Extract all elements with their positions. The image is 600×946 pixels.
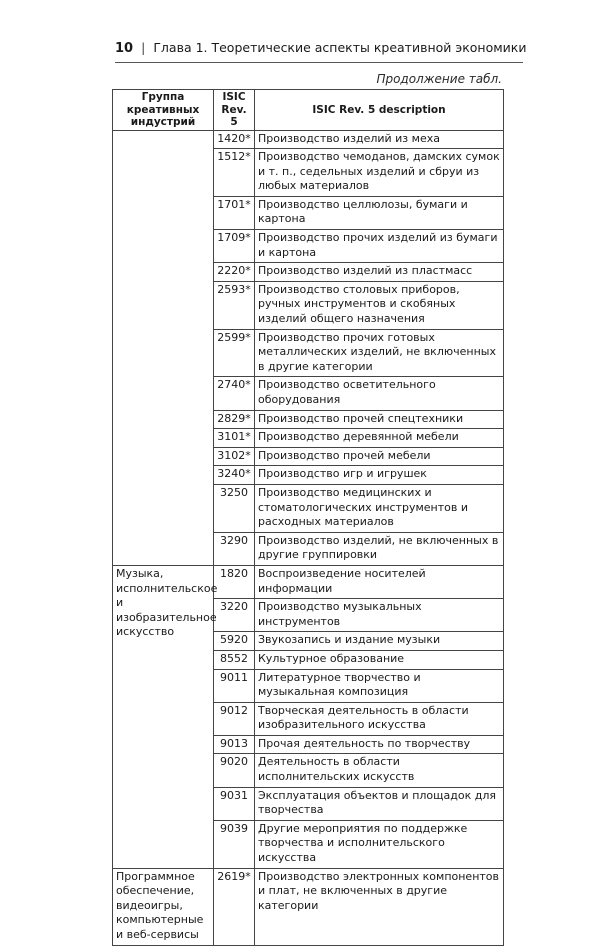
description-cell: Производство осветительного оборудования — [255, 377, 504, 410]
page-number: 10 — [115, 41, 134, 56]
continuation-note: Продолжение табл. — [376, 72, 502, 86]
code-cell: 3290 — [214, 532, 255, 565]
description-cell: Другие мероприятия по поддержке творчества и исполнительского искусства — [255, 820, 504, 868]
code-cell: 2619* — [214, 868, 255, 945]
description-cell: Эксплуатация объектов и площадок для творчества — [255, 787, 504, 820]
description-cell: Производство прочей спецтехники — [255, 410, 504, 429]
description-cell: Деятельность в области исполнительских искусств — [255, 754, 504, 787]
code-cell: 3240* — [214, 466, 255, 485]
description-cell: Производство прочих готовых металлических изделий, не включенных в другие категории — [255, 329, 504, 377]
group-cell — [113, 130, 214, 565]
description-cell: Производство электронных компонентов и плат, не включенных в другие категории — [255, 868, 504, 945]
description-cell: Культурное образование — [255, 650, 504, 669]
table-row — [113, 565, 504, 598]
description-cell: Литературное творчество и музыкальная композиция — [255, 669, 504, 702]
header-rule — [115, 62, 523, 63]
chapter-title: Глава 1. Теоретические аспекты креативной экономики — [153, 40, 527, 55]
code-cell: 9011 — [214, 669, 255, 702]
table-row — [113, 130, 504, 149]
description-cell: Производство прочих изделий из бумаги и картона — [255, 230, 504, 263]
description-cell: Производство деревянной мебели — [255, 429, 504, 448]
code-cell: 1820 — [214, 565, 255, 598]
description-cell: Творческая деятельность в области изобразительного искусства — [255, 702, 504, 735]
description-cell: Прочая деятельность по творчеству — [255, 735, 504, 754]
column-header-code: ISIC Rev. 5 — [214, 90, 255, 131]
description-cell: Производство изделий, не включенных в другие группировки — [255, 532, 504, 565]
code-cell: 3101* — [214, 429, 255, 448]
code-cell: 1701* — [214, 196, 255, 229]
description-cell: Производство прочей мебели — [255, 447, 504, 466]
table-row — [113, 868, 504, 945]
code-cell: 2740* — [214, 377, 255, 410]
code-cell: 9039 — [214, 820, 255, 868]
code-cell: 3220 — [214, 599, 255, 632]
column-header-description: ISIC Rev. 5 description — [255, 90, 504, 131]
group-cell: Музыка, исполнительское и изобразительное искусство — [113, 565, 214, 868]
code-cell: 9020 — [214, 754, 255, 787]
group-cell: Программное обеспечение, видеоигры, компьютерные и веб-сервисы — [113, 868, 214, 945]
isic-table — [112, 89, 504, 946]
description-cell: Звукозапись и издание музыки — [255, 632, 504, 651]
code-cell: 2829* — [214, 410, 255, 429]
description-cell: Производство чемоданов, дамских сумок и т. п., седельных изделий и сбруи из любых материалов — [255, 149, 504, 197]
code-cell: 2599* — [214, 329, 255, 377]
code-cell: 9012 — [214, 702, 255, 735]
code-cell: 2593* — [214, 281, 255, 329]
description-cell: Производство целлюлозы, бумаги и картона — [255, 196, 504, 229]
column-header-group: Группа креативных индустрий — [113, 90, 214, 131]
code-cell: 3250 — [214, 484, 255, 532]
code-cell: 1420* — [214, 130, 255, 149]
code-cell: 2220* — [214, 263, 255, 282]
header-separator: | — [141, 40, 146, 55]
description-cell: Производство столовых приборов, ручных инструментов и скобяных изделий общего назначения — [255, 281, 504, 329]
table-header-row — [113, 90, 504, 131]
description-cell: Производство изделий из пластмасс — [255, 263, 504, 282]
description-cell: Производство игр и игрушек — [255, 466, 504, 485]
description-cell: Производство медицинских и стоматологических инструментов и расходных материалов — [255, 484, 504, 532]
code-cell: 5920 — [214, 632, 255, 651]
description-cell: Воспроизведение носителей информации — [255, 565, 504, 598]
code-cell: 9013 — [214, 735, 255, 754]
code-cell: 1512* — [214, 149, 255, 197]
running-header — [115, 40, 540, 57]
code-cell: 8552 — [214, 650, 255, 669]
description-cell: Производство музыкальных инструментов — [255, 599, 504, 632]
code-cell: 3102* — [214, 447, 255, 466]
code-cell: 9031 — [214, 787, 255, 820]
description-cell: Производство изделий из меха — [255, 130, 504, 149]
code-cell: 1709* — [214, 230, 255, 263]
